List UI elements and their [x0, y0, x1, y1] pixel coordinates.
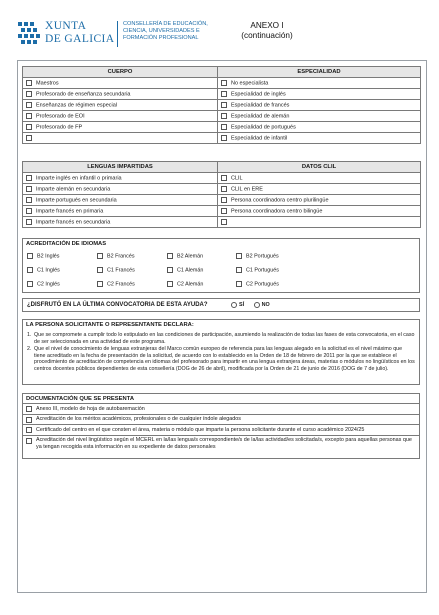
checkbox[interactable]: [167, 253, 173, 259]
conselleria-name: [123, 21, 208, 43]
annex-subtitle: (continuación): [241, 30, 293, 40]
language-level-option[interactable]: [236, 281, 279, 287]
checkbox[interactable]: [221, 175, 227, 181]
language-level-option[interactable]: [27, 253, 59, 259]
documentacion-label: Anexo III, modelo de hoja de autobaremación: [36, 405, 145, 412]
table-row: [23, 173, 421, 184]
checkbox[interactable]: [26, 438, 32, 444]
language-level-label: C1 Alemán: [177, 267, 204, 274]
table-row: [23, 89, 421, 100]
especialidad-option-cell: [218, 78, 421, 89]
checkbox[interactable]: [221, 102, 227, 108]
clil-option-label: CLIL en ERE: [231, 186, 263, 193]
especialidad-option-cell: [218, 122, 421, 133]
conselleria-line: FORMACIÓN PROFESIONAL: [123, 35, 199, 42]
checkbox[interactable]: [97, 253, 103, 259]
xunta-emblem-icon: [17, 21, 42, 46]
language-level-option[interactable]: [167, 281, 203, 287]
lengua-option-cell: [23, 184, 218, 195]
especialidad-option-label: Especialidad de portugués: [231, 124, 296, 131]
checkbox[interactable]: [26, 208, 32, 214]
clil-option-cell: [218, 195, 421, 206]
checkbox[interactable]: [221, 197, 227, 203]
ayuda-yes-label: SÍ: [239, 302, 245, 309]
declaracion-text: Que el nivel de conocimiento de lenguas extranjeras del Marco común europeo de referencia para las lenguas alegado en la solicitud es el nivel máximo que tiene acreditado en la fecha de presentación de la solicitud, de acuerdo con lo establecido en la Orden de 18 de febrero de 2011 por la que se establece el procedimiento de acreditación de competencia en idiomas del profesorado para impartir en una lengua extranjera áreas, materias o módulos no lingüísticos en los centros docentes públicos dependientes de esta consellería (DOG de 26 de abril), modificada por la Orden de 21 de junio de 2016 (DOG de 7 de julio).: [34, 346, 415, 372]
xunta-wordmark: [45, 20, 114, 45]
declaracion-title: LA PERSONA SOLICITANTE O REPRESENTANTE DECLARA:: [26, 322, 194, 328]
conselleria-line: CIENCIA, UNIVERSIDADES E: [123, 28, 200, 35]
cuerpo-option-cell: [23, 133, 218, 144]
language-level-label: C2 Inglés: [37, 281, 60, 288]
especialidad-option-label: Especialidad de inglés: [231, 91, 286, 98]
documentacion-list: [23, 403, 419, 452]
checkbox[interactable]: [221, 219, 227, 225]
checkbox[interactable]: [221, 186, 227, 192]
cuerpo-especialidad-table: [22, 66, 421, 144]
table-row: [23, 100, 421, 111]
especialidad-header: ESPECIALIDAD: [218, 67, 421, 78]
checkbox[interactable]: [167, 267, 173, 273]
documentacion-item: [23, 414, 419, 425]
declaracion-list: [27, 332, 415, 373]
ayuda-question: ¿DISFRUTÓ EN LA ÚLTIMA CONVOCATORIA DE ESTA AYUDA?: [27, 302, 208, 308]
documentacion-label: Acreditación de los méritos académicos, profesionales o de cualquier índole alegados: [36, 416, 241, 423]
cuerpo-option-label: Profesorado de FP: [36, 124, 83, 131]
documentacion-item: [23, 435, 419, 452]
table-row: [23, 217, 421, 228]
checkbox[interactable]: [26, 113, 32, 119]
conselleria-line: CONSELLERÍA DE EDUCACIÓN,: [123, 21, 208, 27]
lengua-option-cell: [23, 173, 218, 184]
checkbox[interactable]: [221, 113, 227, 119]
table-row: [23, 206, 421, 217]
cuerpo-option-label: Maestros: [36, 80, 59, 87]
checkbox[interactable]: [26, 102, 32, 108]
language-level-option[interactable]: [97, 281, 135, 287]
especialidad-option-label: No especialista: [231, 80, 269, 87]
cuerpo-option-cell: [23, 100, 218, 111]
lengua-option-label: Imparte francés en secundaria: [36, 219, 111, 226]
cuerpo-option-cell: [23, 122, 218, 133]
checkbox[interactable]: [221, 124, 227, 130]
checkbox[interactable]: [221, 91, 227, 97]
language-level-label: B2 Inglés: [37, 253, 60, 260]
cuerpo-option-label: Enseñanzas de régimen especial: [36, 102, 118, 109]
language-level-grid: [23, 249, 419, 295]
annex-title: ANEXO I: [250, 21, 284, 30]
declaracion-item: [27, 332, 415, 345]
checkbox[interactable]: [26, 197, 32, 203]
cuerpo-option-cell: [23, 111, 218, 122]
declaracion-item: [27, 346, 415, 372]
documentacion-section: [22, 393, 420, 459]
language-level-label: C1 Inglés: [37, 267, 60, 274]
language-level-label: B2 Alemán: [177, 253, 204, 260]
lenguas-header: LENGUAS IMPARTIDAS: [23, 162, 218, 173]
language-level-label: B2 Francés: [107, 253, 135, 260]
language-level-label: B2 Portugués: [246, 253, 279, 260]
declaracion-number: 2.: [27, 346, 32, 353]
documentacion-item: [23, 403, 419, 414]
language-level-label: C2 Portugués: [246, 281, 279, 288]
cuerpo-option-label: Profesorado de enseñanza secundaria: [36, 91, 131, 98]
checkbox[interactable]: [27, 281, 33, 287]
clil-option-cell: [218, 217, 421, 228]
ayuda-no-label: NO: [261, 302, 270, 309]
language-level-label: C2 Alemán: [177, 281, 204, 288]
checkbox[interactable]: [26, 406, 32, 412]
language-level-option[interactable]: [236, 267, 279, 273]
table-row: [23, 122, 421, 133]
clil-option-cell: [218, 206, 421, 217]
checkbox[interactable]: [26, 427, 32, 433]
radio-icon[interactable]: [231, 302, 237, 308]
checkbox[interactable]: [26, 417, 32, 423]
table-row: [23, 184, 421, 195]
table-row: [23, 195, 421, 206]
language-level-option[interactable]: [97, 253, 135, 259]
documentacion-label: Certificado del centro en el que consten el área, materia o módulo que imparte la persona solicitante durante el curso académico 2024/25: [36, 426, 365, 433]
lengua-option-label: Imparte inglés en infantil o primaria: [36, 175, 122, 182]
clil-option-cell: [218, 184, 421, 195]
especialidad-option-cell: [218, 89, 421, 100]
table-row: [23, 111, 421, 122]
language-level-option[interactable]: [236, 253, 279, 259]
lengua-option-label: Imparte alemán en secundaria: [36, 186, 111, 193]
table-row: [23, 78, 421, 89]
declaracion-text: Que se compromete a cumplir todo lo estipulado en las condiciones de participación, asumiendo la realización de todas las fases de esta convocatoria, en el caso de ser seleccionada en una actividad de este programa.: [34, 332, 415, 345]
language-level-option[interactable]: [167, 267, 203, 273]
checkbox[interactable]: [26, 175, 32, 181]
language-level-label: C1 Portugués: [246, 267, 279, 274]
checkbox[interactable]: [27, 267, 33, 273]
acreditacion-section: [22, 238, 420, 293]
checkbox[interactable]: [97, 281, 103, 287]
logo-line-1: XUNTA: [45, 20, 87, 32]
especialidad-option-label: Especialidad de francés: [231, 102, 290, 109]
annex-heading: [222, 21, 312, 40]
language-level-option[interactable]: [27, 267, 60, 273]
checkbox[interactable]: [221, 80, 227, 86]
logo-line-2: DE GALICIA: [45, 32, 115, 45]
checkbox[interactable]: [26, 91, 32, 97]
documentacion-title: DOCUMENTACIÓN QUE SE PRESENTA: [26, 396, 135, 402]
clil-option-cell: [218, 173, 421, 184]
clil-option-label: Persona coordinadora centro bilingüe: [231, 208, 323, 215]
documentacion-item: [23, 424, 419, 435]
lenguas-clil-table: [22, 161, 421, 228]
checkbox[interactable]: [26, 80, 32, 86]
table-header-row: [23, 162, 421, 173]
checkbox[interactable]: [167, 281, 173, 287]
clil-option-label: Persona coordinadora centro plurilingüe: [231, 197, 329, 204]
ayuda-yes-option[interactable]: [231, 302, 244, 308]
checkbox[interactable]: [236, 281, 242, 287]
language-level-label: C2 Francés: [107, 281, 135, 288]
checkbox[interactable]: [26, 219, 32, 225]
radio-icon[interactable]: [254, 302, 260, 308]
header-divider: [117, 21, 118, 47]
clil-header: DATOS CLIL: [218, 162, 421, 173]
xunta-logo: [17, 20, 115, 48]
declaracion-number: 1.: [27, 332, 32, 338]
page-header: [17, 20, 427, 50]
language-level-option[interactable]: [167, 253, 203, 259]
ayuda-row: [22, 298, 420, 312]
checkbox[interactable]: [221, 135, 227, 141]
checkbox[interactable]: [26, 186, 32, 192]
lengua-option-label: Imparte portugués en secundaria: [36, 197, 117, 204]
especialidad-option-cell: [218, 100, 421, 111]
lengua-option-cell: [23, 195, 218, 206]
checkbox[interactable]: [236, 253, 242, 259]
language-level-option[interactable]: [97, 267, 135, 273]
ayuda-options: [231, 302, 278, 308]
especialidad-option-label: Especialidad de alemán: [231, 113, 290, 120]
ayuda-no-option[interactable]: [254, 302, 270, 308]
checkbox[interactable]: [26, 124, 32, 130]
checkbox[interactable]: [236, 267, 242, 273]
especialidad-option-label: Especialidad de infantil: [231, 135, 288, 142]
especialidad-option-cell: [218, 111, 421, 122]
cuerpo-option-label: Profesorado de EOI: [36, 113, 85, 120]
cuerpo-option-cell: [23, 89, 218, 100]
lengua-option-cell: [23, 206, 218, 217]
acreditacion-title: ACREDITACIÓN DE IDIOMAS: [26, 241, 107, 247]
especialidad-option-cell: [218, 133, 421, 144]
table-header-row: [23, 67, 421, 78]
lengua-option-label: Imparte francés en primaria: [36, 208, 104, 215]
cuerpo-option-cell: [23, 78, 218, 89]
cuerpo-header: CUERPO: [23, 67, 218, 78]
language-level-option[interactable]: [27, 281, 60, 287]
lengua-option-cell: [23, 217, 218, 228]
checkbox[interactable]: [221, 208, 227, 214]
declaracion-section: [22, 319, 420, 385]
language-level-label: C1 Francés: [107, 267, 135, 274]
documentacion-label: Acreditación del nivel lingüístico según el MCERL en la/las lengua/s correspondiente/s de la/las actividad/es solicitada/s, excepto para aquellas personas que ya tengan recogida esta información en su expediente de datos personales: [36, 437, 412, 450]
clil-option-label: CLIL: [231, 175, 243, 182]
checkbox[interactable]: [27, 253, 33, 259]
checkbox[interactable]: [97, 267, 103, 273]
table-row: [23, 133, 421, 144]
checkbox[interactable]: [26, 135, 32, 141]
